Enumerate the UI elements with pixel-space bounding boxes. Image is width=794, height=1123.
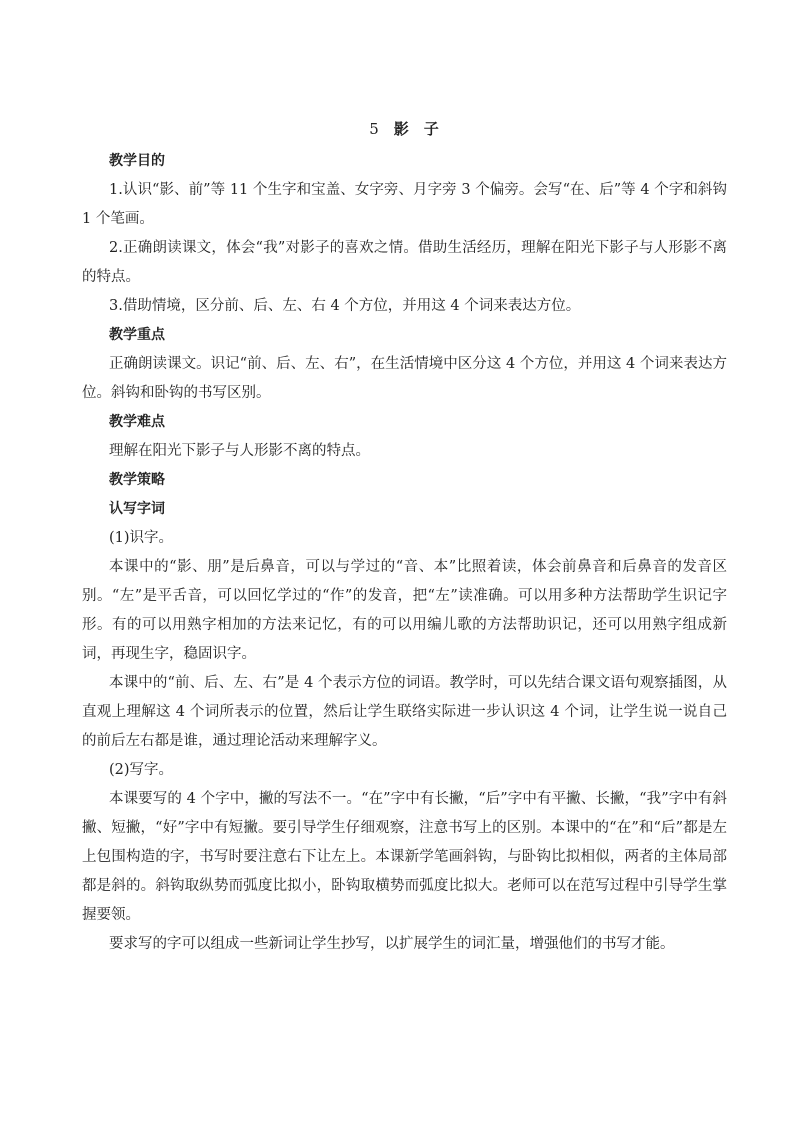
- strategy-heading: 教学策略: [109, 472, 165, 488]
- key-points-heading: 教学重点: [109, 327, 165, 343]
- part2-label: (2)写字。: [109, 762, 174, 778]
- title-char-1: 影: [393, 120, 410, 138]
- lesson-number: 5: [369, 120, 380, 138]
- part2-paragraph-1: 本课要写的 4 个字中，撇的写法不一。“在”字中有长撇，“后”字中有平撇、长撇，“我”字中有斜撇、短撇，“好”字中有短撇。要引导学生仔细观察，注意书写上的区别。本课中的“在”和“后”都是左上包围构造的字，书写时要注意右下让左上。本课新学笔画斜钩，与卧钩比拟相似，两者的主体局部都是斜的。斜钩取纵势而弧度比拟小，卧钩取横势而弧度比拟大。老师可以在范写过程中引导学生掌握要领。: [82, 791, 727, 923]
- lesson-title: [82, 118, 727, 139]
- title-char-2: 子: [423, 120, 440, 138]
- part1-paragraph-2: 本课中的“前、后、左、右”是 4 个表示方位的词语。教学时，可以先结合课文语句观察插图，从直观上理解这 4 个词所表示的位置，然后让学生联络实际进一步认识这 4 个词，让学生说一说自己的前后左右都是谁，通过理论活动来理解字义。: [82, 675, 727, 749]
- part2-paragraph-2: 要求写的字可以组成一些新词让学生抄写，以扩展学生的词汇量，增强他们的书写才能。: [109, 936, 675, 952]
- part1-paragraph-1: 本课中的“影、朋”是后鼻音，可以与学过的“音、本”比照着读，体会前鼻音和后鼻音的发音区别。“左”是平舌音，可以回忆学过的“作”的发音，把“左”读准确。可以用多种方法帮助学生识记字形。有的可以用熟字相加的方法来记忆，有的可以用编儿歌的方法帮助识记，还可以用熟字组成新词，再现生字，稳固识字。: [82, 559, 727, 662]
- strategy-subheading: 认写字词: [109, 501, 165, 517]
- objective-item-2: 2.正确朗读课文，体会“我”对影子的喜欢之情。借助生活经历，理解在阳光下影子与人形影不离的特点。: [82, 240, 727, 285]
- objectives-heading: 教学目的: [109, 153, 165, 169]
- key-points-text: 正确朗读课文。识记“前、后、左、右”，在生活情境中区分这 4 个方位，并用这 4 个词来表达方位。斜钩和卧钩的书写区别。: [82, 356, 727, 401]
- difficulties-text: 理解在阳光下影子与人形影不离的特点。: [109, 443, 370, 459]
- document-page: [82, 112, 727, 959]
- part1-label: (1)识字。: [109, 530, 174, 546]
- objective-item-1: 1.认识“影、前”等 11 个生字和宝盖、女字旁、月字旁 3 个偏旁。会写“在、后”等 4 个字和斜钩 1 个笔画。: [82, 182, 727, 227]
- difficulties-heading: 教学难点: [109, 414, 165, 430]
- objective-item-3: 3.借助情境，区分前、后、左、右 4 个方位，并用这 4 个词来表达方位。: [109, 298, 581, 314]
